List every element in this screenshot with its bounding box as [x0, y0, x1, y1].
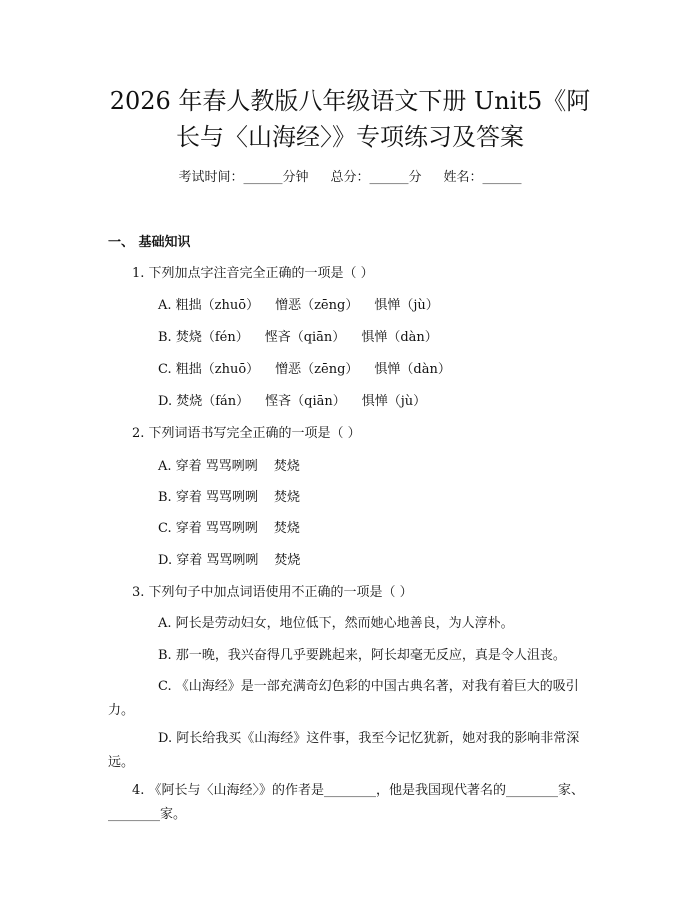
- question-2-option-a: [158, 455, 300, 474]
- option-part: 惧惮（dàn）: [374, 362, 451, 377]
- question-2-option-b: [158, 486, 300, 505]
- exam-time: 考试时间：______分钟: [178, 170, 309, 185]
- question-1-option-d: [158, 390, 426, 409]
- option-part: C. 粗拙（zhuō）: [158, 362, 260, 377]
- exam-meta: [0, 166, 700, 185]
- option-part: D. 穿着: [158, 553, 203, 568]
- option-part: 悭吝（qiān）: [264, 330, 346, 345]
- question-4-stem: 4. 《阿长与〈山海经〉》的作者是________，他是我国现代著名的________家、________家。: [108, 783, 585, 822]
- option-part: 骂骂咧咧: [206, 553, 259, 568]
- option-part: 焚烧: [273, 459, 300, 474]
- question-1-option-a: [158, 294, 439, 313]
- option-part: 惧惮（jù）: [361, 394, 427, 409]
- option-part: A. 粗拙（zhuō）: [158, 298, 260, 313]
- question-1-option-b: [158, 326, 438, 345]
- option-part: 焚烧: [273, 490, 300, 505]
- question-2-option-d: [158, 549, 300, 568]
- question-3-stem: 3. 下列句子中加点词语使用不正确的一项是（ ）: [132, 585, 413, 600]
- document-title: [80, 83, 620, 155]
- exam-score: 总分：______分: [330, 170, 422, 185]
- section-heading: 一、 基础知识: [108, 235, 191, 250]
- question-3-option-d: D. 阿长给我买《山海经》这件事，我至今记忆犹新，她对我的影响非常深远。: [108, 731, 580, 770]
- title-line-1: 2026 年春人教版八年级语文下册 Unit5《阿: [109, 87, 591, 115]
- title-line-2: 长与〈山海经〉》专项练习及答案: [176, 123, 524, 151]
- question-2-option-c: [158, 517, 300, 536]
- question-3-option-b: B. 那一晚，我兴奋得几乎要跳起来，阿长却毫无反应，真是令人沮丧。: [158, 648, 566, 663]
- option-part: 悭吝（qiān）: [265, 394, 346, 409]
- question-1-stem: 1. 下列加点字注音完全正确的一项是（ ）: [132, 266, 374, 281]
- option-part: 惧惮（dàn）: [361, 330, 438, 345]
- question-2-stem: 2. 下列词语书写完全正确的一项是（ ）: [132, 426, 361, 441]
- question-3-option-c: C. 《山海经》是一部充满奇幻色彩的中国古典名著，对我有着巨大的吸引力。: [108, 679, 579, 718]
- option-part: C. 穿着: [158, 521, 202, 536]
- option-part: 骂骂咧咧: [205, 459, 258, 474]
- option-part: A. 穿着: [158, 459, 202, 474]
- option-part: 骂骂咧咧: [205, 521, 258, 536]
- option-part: 骂骂咧咧: [205, 490, 258, 505]
- option-part: 惧惮（jù）: [374, 298, 439, 313]
- question-1-option-c: [158, 358, 451, 377]
- option-part: 憎恶（zēng）: [275, 362, 359, 377]
- exam-name: 姓名：______: [443, 170, 522, 185]
- question-3-option-a: A. 阿长是劳动妇女，地位低下，然而她心地善良，为人淳朴。: [158, 616, 514, 631]
- option-part: 憎恶（zēng）: [275, 298, 359, 313]
- option-part: 焚烧: [274, 553, 301, 568]
- option-part: B. 焚烧（fén）: [158, 330, 249, 345]
- option-part: D. 焚烧（fán）: [158, 394, 250, 409]
- option-part: B. 穿着: [158, 490, 202, 505]
- option-part: 焚烧: [273, 521, 300, 536]
